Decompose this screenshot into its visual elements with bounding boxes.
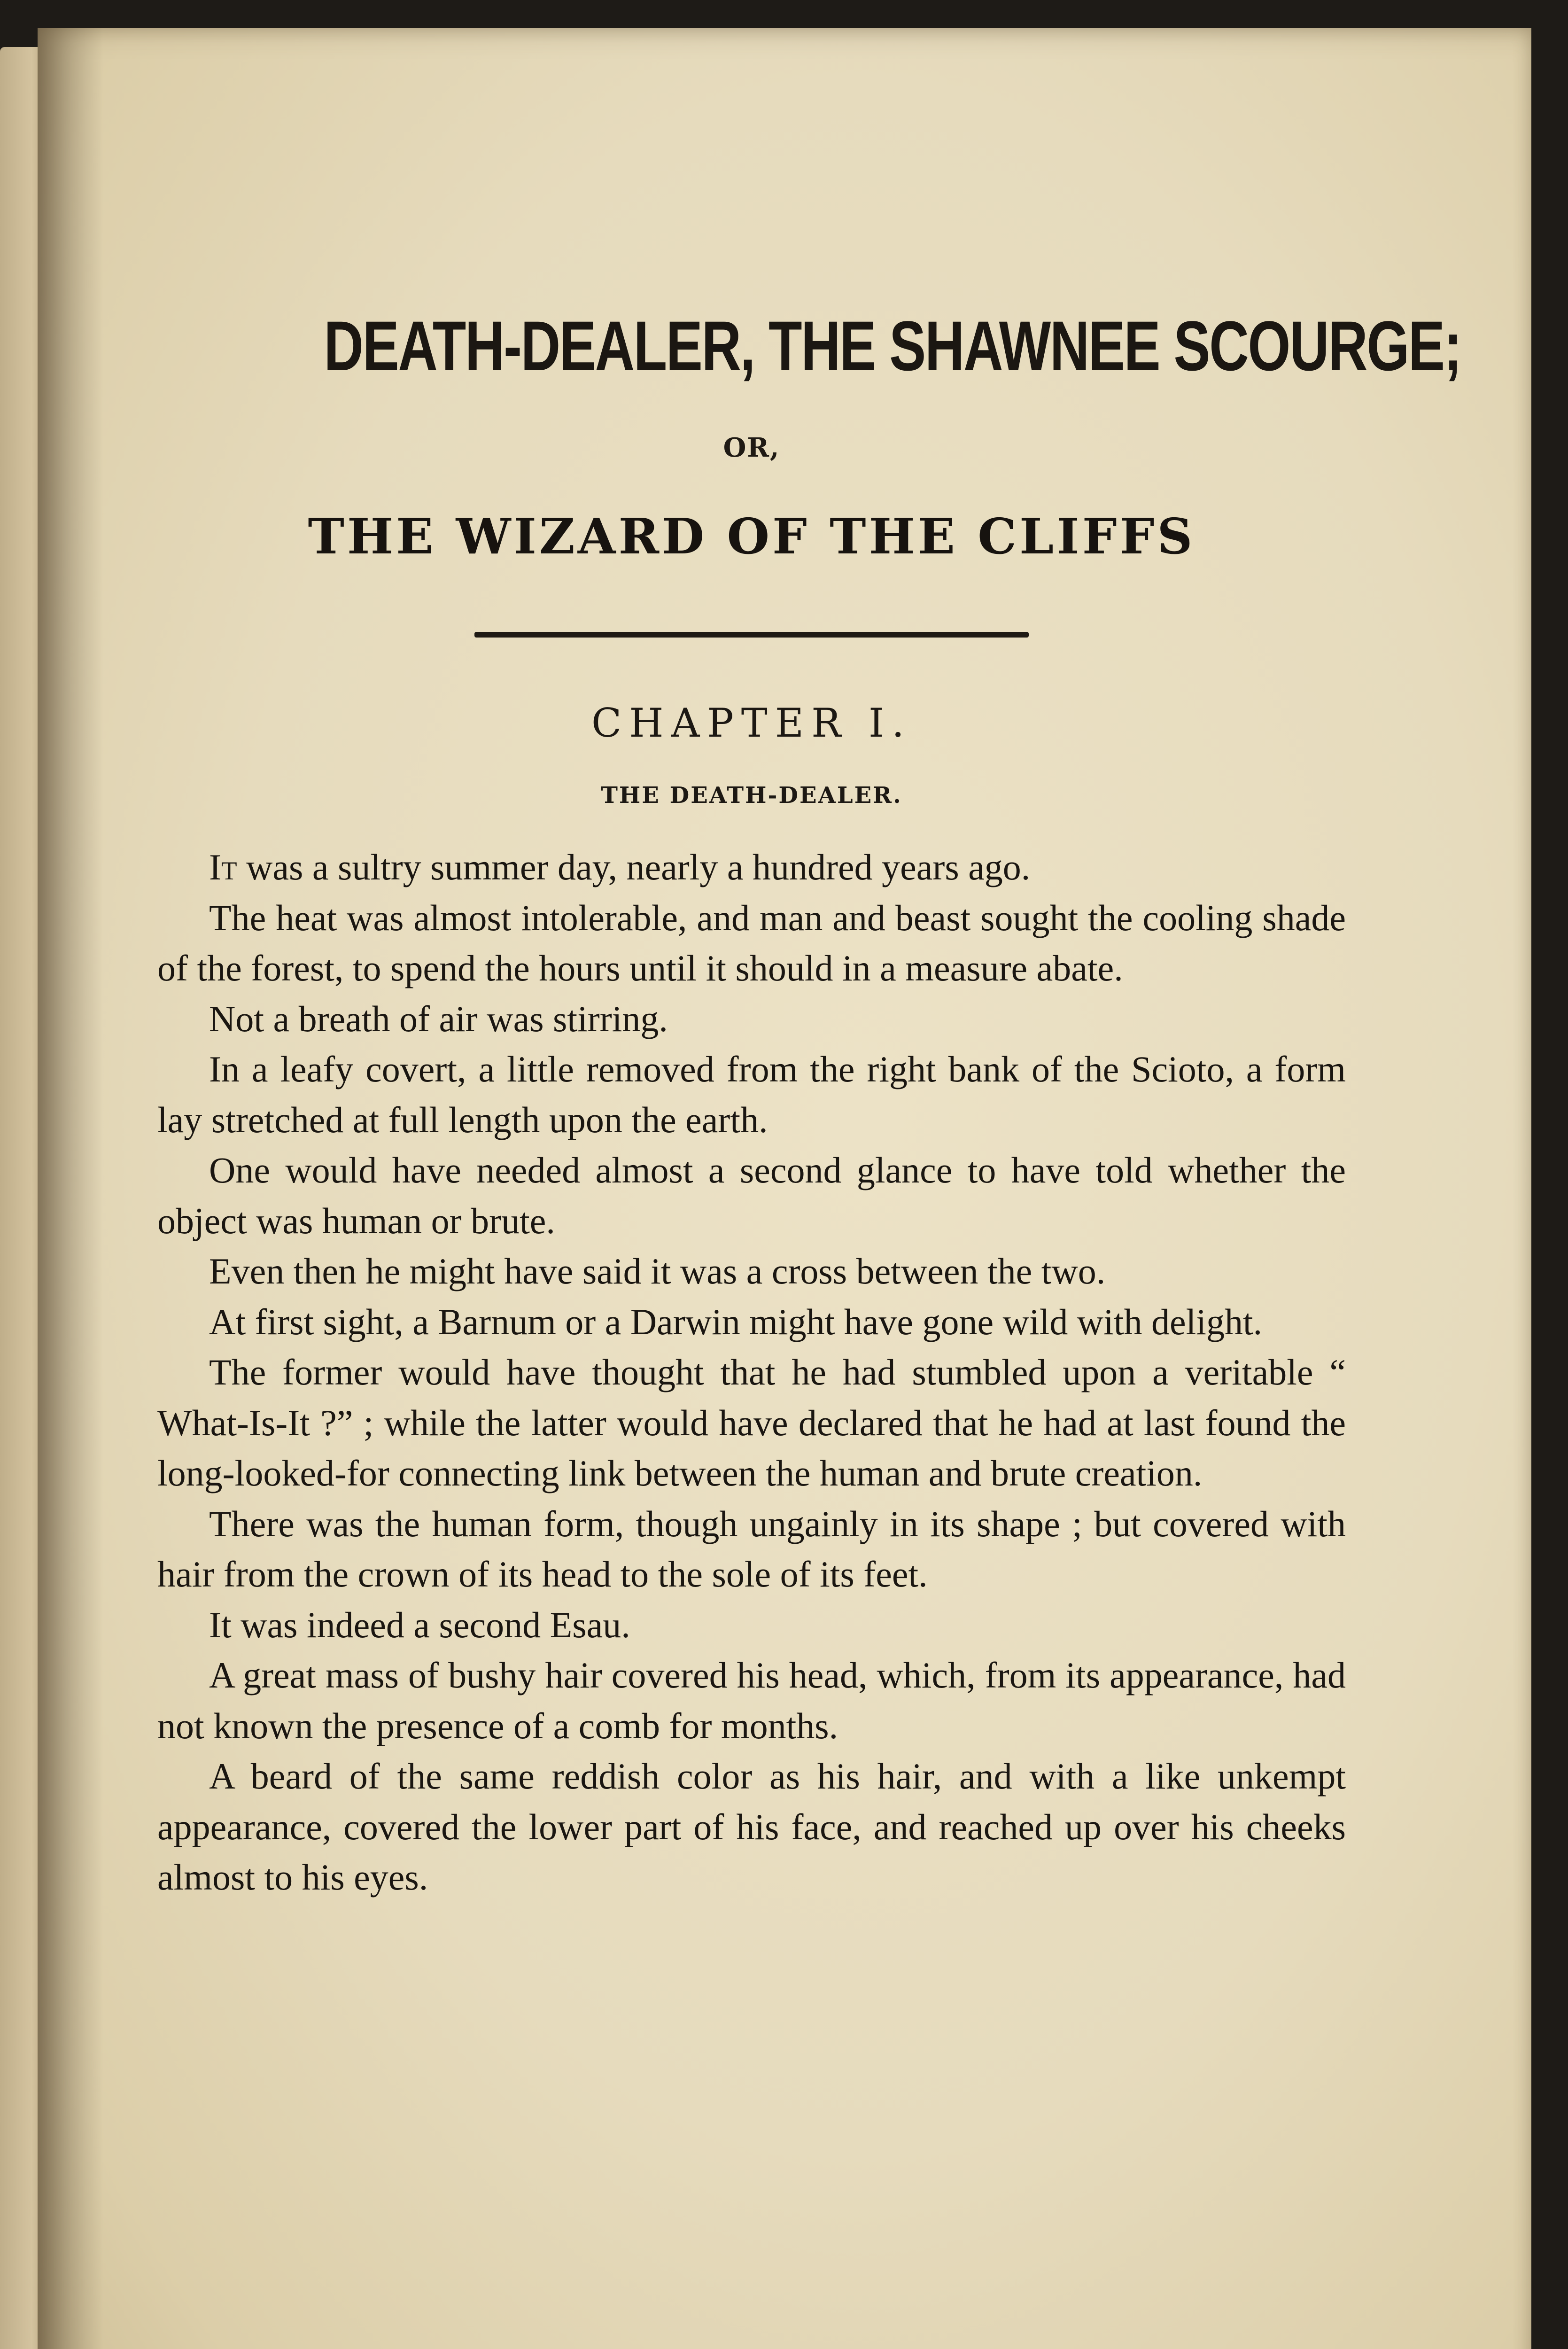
paragraph-lead: It xyxy=(209,847,237,887)
paragraph: At first sight, a Barnum or a Darwin might have gone wild with delight. xyxy=(209,1301,1263,1342)
paragraph xyxy=(157,842,1346,893)
book-title: DEATH-DEALER, THE SHAWNEE SCOURGE; xyxy=(324,306,1461,385)
paragraph: One would have needed almost a second glance to have told whether the object was human or brute. xyxy=(157,1150,1346,1241)
gutter-shadow xyxy=(38,28,103,2349)
paragraph: Not a breath of air was stirring. xyxy=(209,998,668,1039)
title-connector: OR, xyxy=(723,432,780,463)
book-subtitle: THE WIZARD OF THE CLIFFS xyxy=(308,507,1195,565)
paragraph: The heat was almost intolerable, and man and beast sought the cooling shade of the forest, to spend the hours until it should in a measure abate. xyxy=(157,897,1346,988)
paragraph: In a leafy covert, a little removed from the right bank of the Scioto, a form lay stretched at full length upon the earth. xyxy=(157,1049,1346,1140)
chapter-subtitle: THE DEATH-DEALER. xyxy=(601,782,902,809)
paragraph: Even then he might have said it was a cross between the two. xyxy=(209,1251,1106,1291)
paragraph: There was the human form, though ungainly in its shape ; but covered with hair from the crown of its head to the sole of its feet. xyxy=(157,1503,1346,1595)
paragraph: A great mass of bushy hair covered his head, which, from its appearance, had not known the presence of a comb for months. xyxy=(157,1655,1346,1746)
title-divider xyxy=(474,632,1029,638)
paragraph: The former would have thought that he had stumbled upon a veritable “ What-Is-It ?” ; while the latter would have declared that he had at last found the long-looked-for connecting link between the human and brute creation. xyxy=(157,1352,1346,1493)
paragraph: A beard of the same reddish color as his hair, and with a like unkempt appearance, covered the lower part of his face, and reached up over his cheeks almost to his eyes. xyxy=(157,1756,1346,1898)
chapter-body xyxy=(157,842,1346,1903)
paragraph-text: was a sultry summer day, nearly a hundred years ago. xyxy=(237,847,1031,887)
chapter-heading: CHAPTER I. xyxy=(591,700,912,746)
paragraph: It was indeed a second Esau. xyxy=(209,1604,630,1645)
